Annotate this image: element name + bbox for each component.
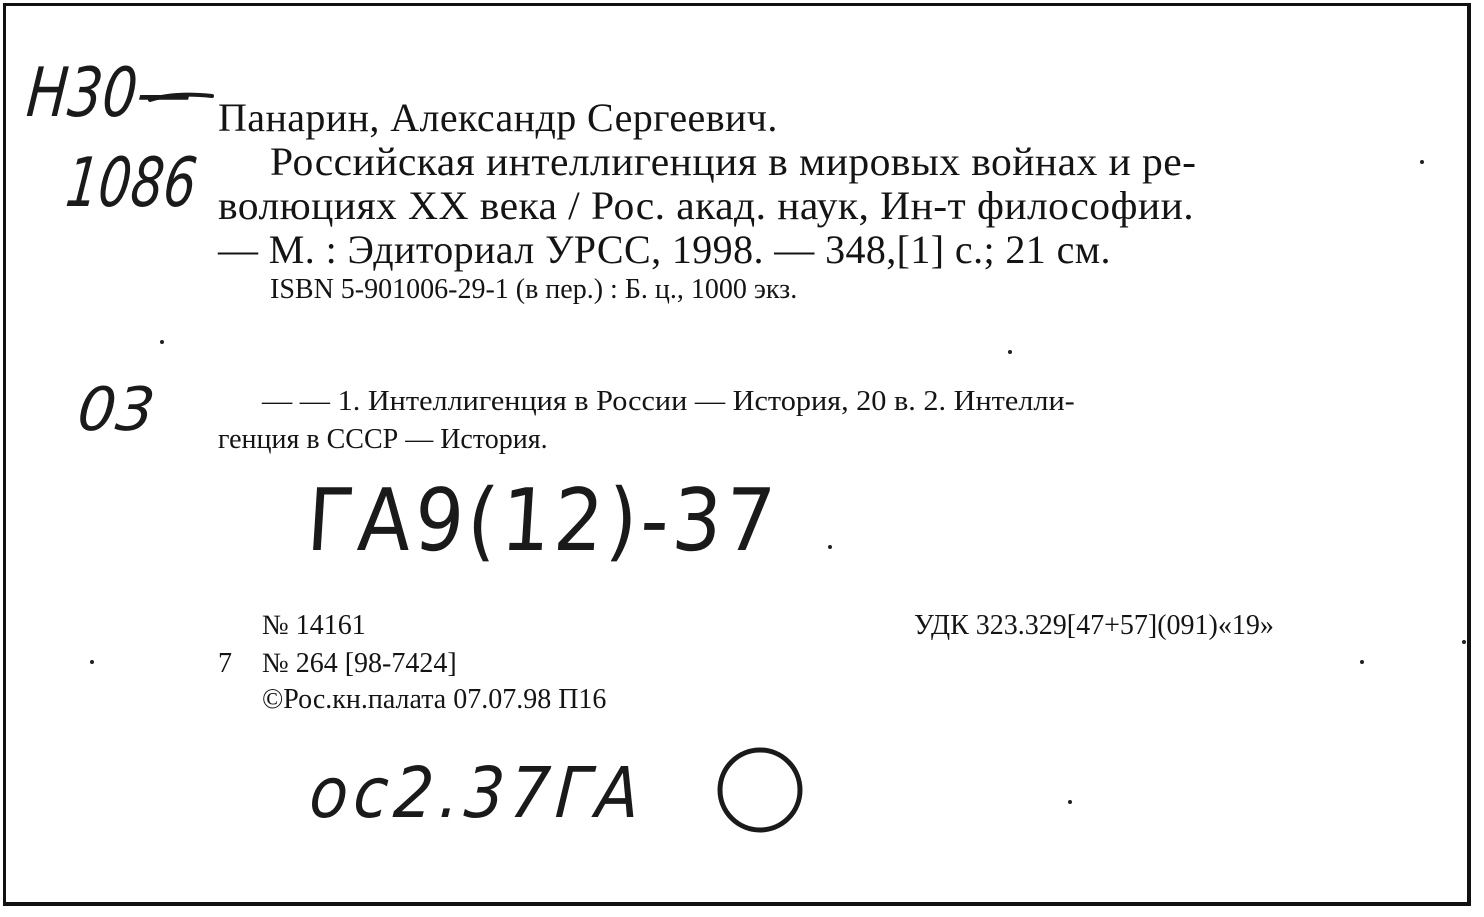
speck [160,340,164,344]
imprint-line: — М. : Эдиториал УРСС, 1998. — 348,[1] с.; 21 см. [218,227,1111,272]
isbn-line: ISBN 5-901006-29-1 (в пер.) : Б. ц., 1000 экз. [270,274,798,305]
prefix-number: 7 [218,648,232,679]
speck [1420,160,1424,164]
author-heading: Панарин, Александр Сергеевич. [218,95,778,140]
speck [1068,800,1072,804]
speck [1360,660,1364,664]
title-line-1: Российская интеллигенция в мировых войнах и ре- [270,139,1197,184]
call-number-line2: 1086 [62,144,201,223]
circle-mark [720,750,800,830]
speck [90,660,94,664]
section-mark: 03 [74,375,159,445]
classification-mark: ГА9(12)-37 [304,471,782,571]
title-line-2: волюциях XX века / Рос. акад. наук, Ин-т философии. [218,183,1195,228]
call-number-line1: Н30— [23,54,196,133]
copyright-line: ©Рос.кн.палата 07.07.98 П16 [262,684,607,715]
record-number: № 14161 [262,610,366,641]
speck [1462,640,1466,644]
shelf-code: ос2.37ГА [307,752,648,834]
card-number: № 264 [98-7424] [262,648,457,679]
udc-code: УДК 323.329[47+57](091)«19» [914,610,1274,641]
speck [1008,350,1012,354]
subject-line-2: генция в СССР — История. [218,424,548,455]
speck [828,545,832,549]
subject-line-1: — — 1. Интеллигенция в России — История, 20 в. 2. Интелли- [262,386,1075,417]
